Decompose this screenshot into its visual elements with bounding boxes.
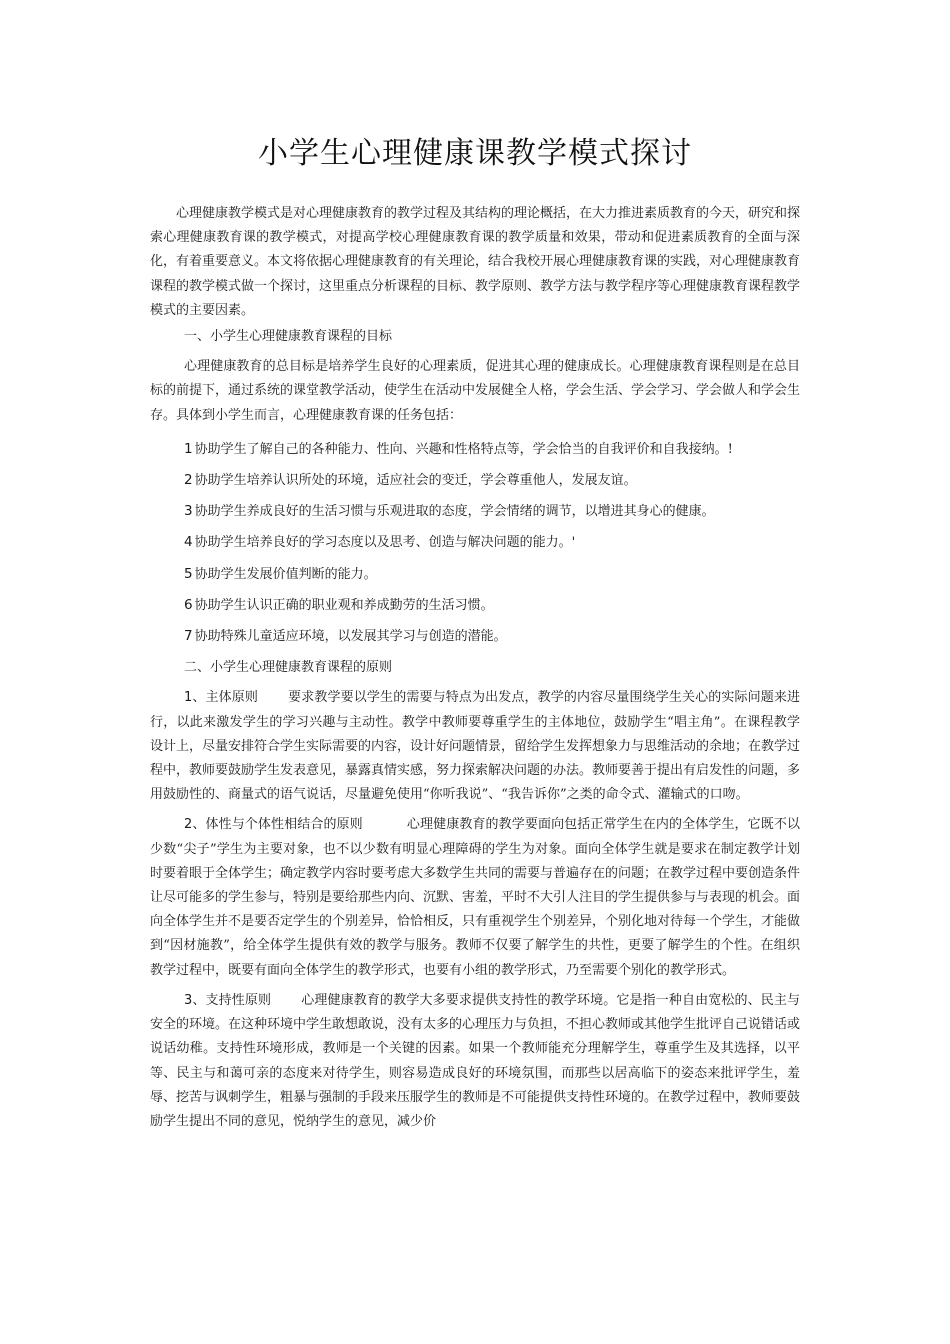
document-title: 小学生心理健康课教学模式探讨 xyxy=(258,136,692,171)
document-page xyxy=(150,0,800,1134)
list-item-number: 1 xyxy=(184,440,193,457)
list-item-text: 协助学生培养良好的学习态度以及思考、创造与解决问题的能力。' xyxy=(194,535,576,551)
list-item-number: 5 xyxy=(184,565,193,582)
list-item xyxy=(150,434,800,465)
section-heading-goals: 一、小学生心理健康教育课程的目标 xyxy=(184,329,393,345)
list-item-text: 协助学生了解自己的各种能力、性向、兴趣和性格特点等，学会恰当的自我评价和自我接纳。! xyxy=(194,441,733,457)
list-item xyxy=(150,559,800,590)
principle-text: 要求教学要以学生的需要与特点为出发点，教学的内容尽量围绕学生关心的实际问题来进行，以此来激发学生的学习兴趣与主动性。教学中教师要尊重学生的主体地位，鼓励学生“唱主角”。在课程教学设计上，尽量安排符合学生实际需要的内容，设计好问题情景，留给学生发挥想象力与思维活动的余地；在教学过程中，教师要鼓励学生发表意见，暴露真情实感，努力探索解决问题的办法。教师要善于提出有启发性的问题，多用鼓励性的、商量式的语气说话，尽量避免使用“你听我说”、“我告诉你”之类的命令式、灌输式的口吻。 xyxy=(150,690,801,803)
list-item xyxy=(150,496,800,527)
list-item-number: 6 xyxy=(184,596,193,613)
list-item xyxy=(150,621,800,652)
principle-paragraph-collective xyxy=(150,813,800,982)
list-item-text: 协助学生认识正确的职业观和养成勤劳的生活习惯。 xyxy=(194,597,494,613)
principle-paragraph-support xyxy=(150,989,800,1134)
list-item-text: 协助学生培养认识所处的环境，适应社会的变迁，学会尊重他人，发展友谊。 xyxy=(194,473,637,489)
principle-name: 1、主体原则 xyxy=(184,690,259,706)
list-item-number: 4 xyxy=(184,534,193,551)
list-item xyxy=(150,465,800,496)
principle-text: 心理健康教育的教学要面向包括正常学生在内的全体学生，它既不以少数“尖子”学生为主要对象，也不以少数有明显心理障碍的学生为对象。面向全体学生就是要求在制定教学计划时要着眼于全体学生；确定教学内容时要考虑大多数学生共同的需要与普遍存在的问题；在教学过程中要创造条件让尽可能多的学生参与，特别是要给那些内向、沉默、害羞，平时不大引人注目的学生提供参与与表现的机会。面向全体学生并不是要否定学生的个别差异，恰恰相反，只有重视学生个别差异，个别化地对待每一个学生，才能做到“因材施教”，给全体学生提供有效的教学与服务。教师不仅要了解学生的共性，更要了解学生的个性。在组织教学过程中，既要有面向全体学生的教学形式，也要有小组的教学形式，乃至需要个别化的教学形式。 xyxy=(150,817,801,978)
list-item-number: 7 xyxy=(184,628,193,645)
list-item-number: 3 xyxy=(184,503,193,520)
list-item xyxy=(150,527,800,558)
list-item-text: 协助学生养成良好的生活习惯与乐观进取的态度，学会情绪的调节，以增进其身心的健康。 xyxy=(194,504,715,520)
list-item-text: 协助特殊儿童适应环境，以发展其学习与创造的潜能。 xyxy=(194,629,507,645)
section-heading-principles: 二、小学生心理健康教育课程的原则 xyxy=(184,660,393,676)
list-item-number: 2 xyxy=(184,472,193,489)
principle-text: 心理健康教育的教学大多要求提供支持性的教学环境。它是指一种自由宽松的、民主与安全的环境。在这种环境中学生敢想敢说，没有太多的心理压力与负担，不担心教师或其他学生批评自己说错话或说话幼稚。支持性环境形成，教师是一个关键的因素。如果一个教师能充分理解学生，尊重学生及其选择，以平等、民主与和蔼可亲的态度来对待学生，则容易造成良好的环境氛围，而那些以居高临下的姿态来批评学生，羞辱、挖苦与讽刺学生，粗暴与强制的手段来压服学生的教师是不可能提供支持性环境的。在教学过程中，教师要鼓励学生提出不同的意见，悦纳学生的意见，减少价 xyxy=(150,992,801,1129)
principle-name: 2、体性与个体性相结合的原则 xyxy=(184,817,363,833)
principle-name: 3、支持性原则 xyxy=(184,992,272,1008)
goals-paragraph: 心理健康教育的总目标是培养学生良好的心理素质，促进其心理的健康成长。心理健康教育课程则是在总目标的前提下，通过系统的课堂教学活动，使学生在活动中发展健全人格，学会生活、学会学习、学会做人和学会生存。具体到小学生而言，心理健康教育课的任务包括： xyxy=(150,359,801,423)
principle-paragraph-subject xyxy=(150,686,800,807)
list-item xyxy=(150,590,800,621)
goals-list xyxy=(150,434,800,652)
list-item-text: 协助学生发展价值判断的能力。 xyxy=(194,566,377,582)
intro-paragraph: 心理健康教学模式是对心理健康教育的教学过程及其结构的理论概括，在大力推进素质教育的今天，研究和探索心理健康教育课的教学模式，对提高学校心理健康教育课的教学质量和效果，带动和促进素质教育的全面与深化，有着重要意义。本文将依据心理健康教育的有关理论，结合我校开展心理健康教育课的实践，对心理健康教育课程的教学模式做一个探讨，这里重点分析课程的目标、教学原则、教学方法与教学程序等心理健康教育课程教学模式的主要因素。 xyxy=(150,206,801,318)
